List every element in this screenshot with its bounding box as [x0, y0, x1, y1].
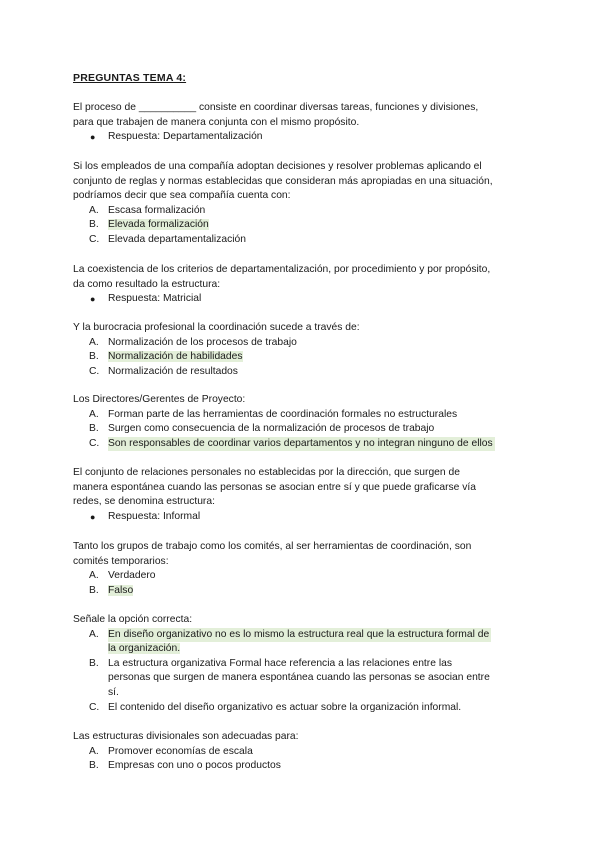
- option-b: B. Surgen como consecuencia de la normalización de procesos de trabajo: [89, 423, 435, 435]
- option-c: C. Normalización de resultados: [89, 365, 238, 377]
- option-b-correct: B. Normalización de habilidades: [89, 351, 243, 363]
- option-a: A. Promover economías de escala: [89, 745, 253, 757]
- answer-item: ● Respuesta: Informal: [73, 510, 533, 525]
- question-text: El conjunto de relaciones personales no establecidas por la dirección, que surgen de: [73, 467, 460, 478]
- question-text: para que trabajen de manera conjunta con el mismo propósito.: [73, 116, 360, 128]
- option-a: A. Verdadero: [89, 570, 156, 582]
- question-text: Tanto los grupos de trabajo como los comités, al ser herramientas de coordinación, son: [73, 541, 472, 552]
- option-c: C. El contenido del diseño organizativo es actuar sobre la organización informal.: [89, 701, 462, 713]
- question-text: Señale la opción correcta:: [73, 614, 193, 625]
- question-3: [73, 263, 533, 307]
- option-a-correct: A. En diseño organizativo no es lo mismo la estructura real que la estructura formal de: [73, 628, 533, 643]
- question-4: [73, 321, 533, 379]
- bullet-icon: ●: [90, 132, 96, 143]
- option-a: A. Escasa formalización: [89, 204, 206, 216]
- option-b-cont: personas que surgen de manera espontánea cuando las personas se asocian entre: [108, 672, 490, 684]
- question-text: La coexistencia de los criterios de departamentalización, por procedimiento y por propósito,: [73, 264, 491, 275]
- question-1: [73, 101, 533, 145]
- option-b: B. La estructura organizativa Formal hace referencia a las relaciones entre las: [89, 657, 452, 669]
- option-c: C. Elevada departamentalización: [89, 233, 246, 245]
- option-b-cont: sí.: [108, 686, 119, 698]
- question-text: Los Directores/Gerentes de Proyecto:: [73, 394, 246, 405]
- question-text: conjunto de reglas y normas establecidas que consideran más apropiadas en una situación,: [73, 175, 493, 187]
- question-7: [73, 540, 533, 598]
- option-b-correct: B. Elevada formalización: [89, 219, 209, 231]
- question-6: [73, 466, 533, 524]
- option-c-correct: C. Son responsables de coordinar varios departamentos y no integran ninguno de ellos: [73, 437, 533, 452]
- bullet-icon: ●: [90, 511, 96, 522]
- question-8: [73, 613, 533, 715]
- question-text: manera espontánea cuando las personas se asocian entre sí y que puede graficarse vía: [73, 481, 476, 493]
- question-text: da como resultado la estructura:: [73, 278, 221, 290]
- question-text: Las estructuras divisionales son adecuadas para:: [73, 731, 299, 742]
- page-title: PREGUNTAS TEMA 4:: [73, 72, 187, 84]
- question-text: Si los empleados de una compañía adoptan decisiones y resolver problemas aplicando el: [73, 161, 482, 172]
- answer-item: ● Respuesta: Departamentalización: [73, 130, 533, 145]
- answer-item: ● Respuesta: Matricial: [73, 292, 533, 307]
- option-a: A. Forman parte de las herramientas de coordinación formales no estructurales: [89, 408, 458, 420]
- option-a-correct-cont: la organización.: [108, 643, 181, 655]
- question-text: El proceso de __________ consiste en coordinar diversas tareas, funciones y divisiones,: [73, 102, 479, 113]
- option-b-correct: B. Falso: [89, 584, 134, 596]
- option-b: B. Empresas con uno o pocos productos: [89, 760, 281, 772]
- question-2: [73, 160, 533, 248]
- question-9: [73, 730, 533, 774]
- bullet-icon: ●: [90, 294, 96, 305]
- question-text: podríamos decir que sea compañía cuenta con:: [73, 190, 291, 202]
- question-text: Y la burocracia profesional la coordinación sucede a través de:: [73, 322, 360, 333]
- question-5: [73, 393, 533, 451]
- option-a: A. Normalización de los procesos de trabajo: [89, 336, 297, 348]
- question-text: comités temporarios:: [73, 555, 169, 567]
- question-text: redes, se denomina estructura:: [73, 496, 215, 508]
